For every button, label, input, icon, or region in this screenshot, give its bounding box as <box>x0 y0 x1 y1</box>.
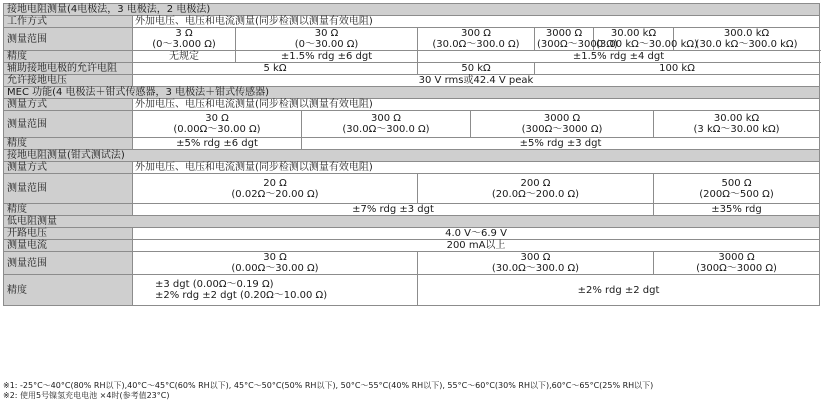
accuracy-line: ±3 dgt (0.00Ω〜0.19 Ω) <box>155 279 274 290</box>
section-header-clamp: 接地电阻测量(钳式测试法) <box>4 150 820 162</box>
range-cell <box>674 28 820 51</box>
range-value: 3000 Ω <box>543 113 581 124</box>
accuracy-label: 精度 <box>4 275 133 306</box>
footnotes <box>3 381 653 401</box>
range-sub: (0.02Ω〜20.00 Ω) <box>231 188 319 200</box>
footnote: ※1: -25°C〜40°C(80% RH以下),40°C〜45°C(60% RH以下), 45°C〜50°C(50% RH以下), 50°C〜55°C(40% RH以下), 55°C〜60°C(30% RH以下),60°C〜65°C(25% RH以下) <box>3 381 654 390</box>
range-sub: (30.0 kΩ〜300.0 kΩ) <box>695 39 798 50</box>
range-label: 测量范围 <box>4 28 133 51</box>
range-value: 300 Ω <box>461 28 491 39</box>
aux-electrode-label: 辅助接地电极的允许电阻 <box>4 63 133 75</box>
range-value: 200 Ω <box>520 177 551 189</box>
accuracy-label: 精度 <box>4 51 133 63</box>
range-sub: (0.00Ω〜30.00 Ω) <box>231 263 319 274</box>
accuracy-value: ±7% rdg ±3 dgt <box>133 204 654 216</box>
accuracy-value: ±35% rdg <box>654 204 820 216</box>
range-value: 30 Ω <box>205 113 229 124</box>
range-cell <box>418 174 654 204</box>
range-value: 30 Ω <box>314 28 339 39</box>
section-header-mec: MEC 功能(4 电极法＋钳式传感器，3 电极法＋钳式传感器) <box>4 87 820 99</box>
method-value: 外加电压、电压和电流测量(同步检测以测量有效电阻) <box>133 99 820 111</box>
range-sub: (300Ω〜3000 Ω) <box>696 263 777 274</box>
accuracy-value: ±1.5% rdg ±6 dgt <box>236 51 418 63</box>
measure-current-value: 200 mA以上 <box>133 240 820 252</box>
range-cell <box>133 252 418 275</box>
method-label: 工作方式 <box>4 16 133 28</box>
accuracy-value: ±2% rdg ±2 dgt <box>418 275 820 306</box>
accuracy-value: 无规定 <box>133 51 236 63</box>
range-label: 测量范围 <box>4 111 133 138</box>
section-header-low-resistance: 低电阻测量 <box>4 216 820 228</box>
method-label: 测量方式 <box>4 162 133 174</box>
range-value: 30 Ω <box>263 252 287 263</box>
method-value: 外加电压、电压和电流测量(同步检测以测量有效电阻) <box>133 16 820 28</box>
range-sub: (30.0Ω〜300.0 Ω) <box>491 263 580 274</box>
range-cell <box>418 28 535 51</box>
accuracy-value: ±5% rdg ±3 dgt <box>302 138 820 150</box>
range-sub: (3.00 kΩ〜30.00 kΩ) <box>596 39 698 50</box>
accuracy-value: ±1.5% rdg ±4 dgt <box>418 51 820 63</box>
aux-electrode-value: 50 kΩ <box>418 63 535 75</box>
range-sub: (30.0Ω〜300.0 Ω) <box>432 39 520 50</box>
range-sub: (200Ω〜500 Ω) <box>699 188 774 200</box>
method-value: 外加电压、电压和电流测量(同步检测以测量有效电阻) <box>133 162 820 174</box>
range-sub: (300Ω〜3000 Ω) <box>537 39 618 50</box>
range-value: 300.0 kΩ <box>723 28 770 39</box>
open-voltage-value: 4.0 V〜6.9 V <box>133 228 820 240</box>
footnote: ※2: 使用5号镍氢充电电池 ×4时(参考值23°C) <box>3 391 170 400</box>
range-cell <box>654 111 820 138</box>
range-sub: (0〜30.00 Ω) <box>294 39 359 50</box>
range-sub: (300Ω〜3000 Ω) <box>521 124 603 135</box>
range-sub: (0.00Ω〜30.00 Ω) <box>173 124 261 135</box>
aux-electrode-value: 100 kΩ <box>535 63 820 75</box>
accuracy-label: 精度 <box>4 204 133 216</box>
range-value: 3000 Ω <box>545 28 583 39</box>
range-value: 3000 Ω <box>718 252 755 263</box>
range-value: 20 Ω <box>263 177 287 189</box>
range-cell <box>302 111 471 138</box>
range-sub: (3 kΩ〜30.00 kΩ) <box>693 124 780 135</box>
range-label: 测量范围 <box>4 174 133 204</box>
range-cell <box>471 111 654 138</box>
range-value: 300 Ω <box>520 252 551 263</box>
measure-current-label: 测量电流 <box>4 240 133 252</box>
range-cell <box>654 174 820 204</box>
range-sub: (20.0Ω〜200.0 Ω) <box>491 188 580 200</box>
range-cell <box>535 28 618 51</box>
range-cell <box>133 111 302 138</box>
accuracy-label: 精度 <box>4 138 133 150</box>
range-value: 30.00 kΩ <box>713 113 760 124</box>
range-value: 500 Ω <box>721 177 752 189</box>
spec-table <box>3 3 820 306</box>
range-cell <box>133 174 418 204</box>
range-cell <box>418 252 654 275</box>
range-sub: (30.0Ω〜300.0 Ω) <box>342 124 430 135</box>
range-sub: (0〜3.000 Ω) <box>152 39 216 50</box>
range-value: 3 Ω <box>175 28 193 39</box>
range-value: 300 Ω <box>371 113 401 124</box>
range-cell <box>594 28 698 51</box>
range-cell <box>236 28 418 51</box>
range-label: 测量范围 <box>4 252 133 275</box>
aux-electrode-value: 5 kΩ <box>133 63 418 75</box>
range-cell <box>133 28 236 51</box>
range-cell <box>654 252 820 275</box>
allowed-voltage-label: 允许接地电压 <box>4 75 133 87</box>
accuracy-value: ±5% rdg ±6 dgt <box>133 138 302 150</box>
range-value: 30.00 kΩ <box>610 28 657 39</box>
accuracy-cell <box>133 275 418 306</box>
open-voltage-label: 开路电压 <box>4 228 133 240</box>
method-label: 测量方式 <box>4 99 133 111</box>
section-header-earth-resistance: 接地电阻测量(4电极法，3 电极法，2 电极法) <box>4 4 820 16</box>
allowed-voltage-value: 30 V rms或42.4 V peak <box>133 75 820 87</box>
accuracy-line: ±2% rdg ±2 dgt (0.20Ω〜10.00 Ω) <box>155 290 328 301</box>
